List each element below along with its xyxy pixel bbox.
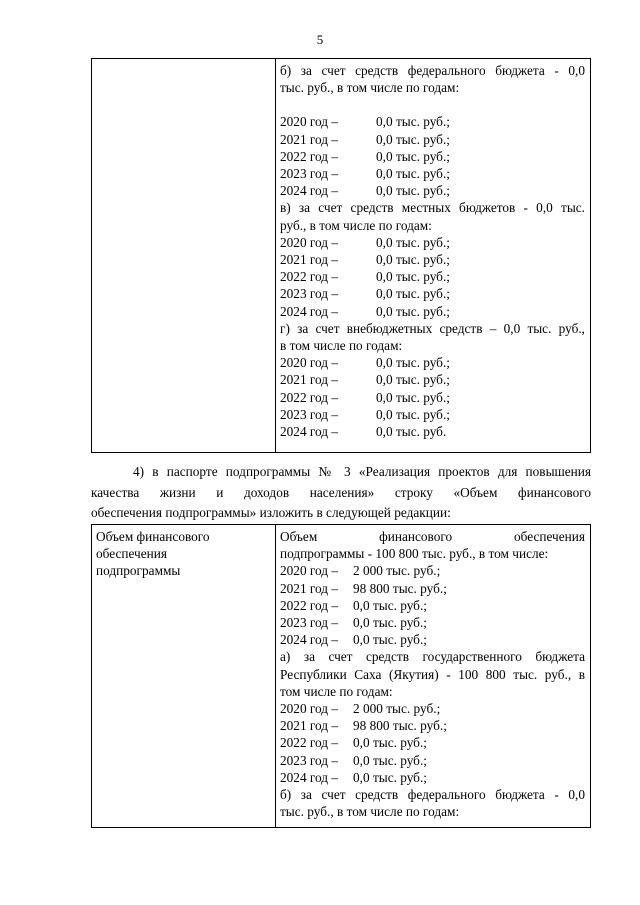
year-label: 2023 год – <box>280 166 339 182</box>
table2-left-cell <box>92 525 276 828</box>
year-label: 2021 год – <box>280 580 339 596</box>
year-amount: 0,0 тыс. руб.; <box>376 114 450 130</box>
row-label: Объем финансового <box>96 529 210 544</box>
total-years-list <box>280 562 585 648</box>
paragraph-line: качества жизни и доходов населения» строку «Объем финансового <box>91 484 591 500</box>
year-row <box>280 631 585 648</box>
state-budget-text: а) за счет средств государственного бюджета <box>280 649 585 665</box>
year-label: 2021 год – <box>280 131 339 147</box>
year-label: 2020 год – <box>280 701 339 717</box>
year-amount: 0,0 тыс. руб.; <box>376 183 450 199</box>
total-funding-text: Объем финансового обеспечения <box>280 529 585 544</box>
year-label: 2024 год – <box>280 424 339 440</box>
year-amount: 98 800 тыс. руб.; <box>353 580 447 596</box>
paragraph-line: 4) в паспорте подпрограммы № 3 «Реализация проектов для повышения <box>133 464 591 479</box>
year-row <box>280 251 585 268</box>
year-amount: 0,0 тыс. руб.; <box>376 252 450 268</box>
year-label: 2020 год – <box>280 355 339 371</box>
year-label: 2021 год – <box>280 372 339 388</box>
year-label: 2020 год – <box>280 234 339 250</box>
year-row <box>280 423 585 440</box>
year-row <box>280 769 585 786</box>
year-row <box>280 165 585 182</box>
year-row <box>280 700 585 717</box>
year-amount: 0,0 тыс. руб.; <box>376 166 450 182</box>
federal-budget-text-2: тыс. руб., в том числе по годам: <box>280 80 460 96</box>
year-label: 2021 год – <box>280 252 339 268</box>
year-row <box>280 752 585 769</box>
year-amount: 0,0 тыс. руб.; <box>353 597 427 613</box>
funding-table-new <box>91 524 591 828</box>
amendment-paragraph <box>91 462 591 524</box>
table1-right-cell <box>276 59 591 453</box>
year-label: 2022 год – <box>280 735 339 751</box>
year-label: 2020 год – <box>280 114 339 130</box>
page-number: 5 <box>316 32 324 47</box>
year-amount: 0,0 тыс. руб.; <box>376 406 450 422</box>
year-label: 2022 год – <box>280 389 339 405</box>
year-amount: 0,0 тыс. руб.; <box>376 355 450 371</box>
federal-budget-text-2: тыс. руб., в том числе по годам: <box>280 804 460 820</box>
year-amount: 0,0 тыс. руб.; <box>376 286 450 302</box>
year-label: 2022 год – <box>280 597 339 613</box>
spacer <box>280 96 585 113</box>
year-amount: 0,0 тыс. руб.; <box>376 148 450 164</box>
year-row <box>280 268 585 285</box>
paragraph-line: обеспечения подпрограммы» изложить в следующей редакции: <box>91 505 451 520</box>
year-amount: 2 000 тыс. руб.; <box>353 701 441 717</box>
federal-budget-text: б) за счет средств федерального бюджета - 0,0 <box>280 787 585 803</box>
year-row <box>280 285 585 302</box>
year-row <box>280 148 585 165</box>
year-label: 2024 год – <box>280 632 339 648</box>
year-amount: 0,0 тыс. руб.; <box>376 234 450 250</box>
year-row <box>280 113 585 130</box>
year-row <box>280 182 585 199</box>
year-amount: 0,0 тыс. руб.; <box>376 372 450 388</box>
year-label: 2024 год – <box>280 303 339 319</box>
year-label: 2022 год – <box>280 148 339 164</box>
year-row <box>280 234 585 251</box>
year-row <box>280 597 585 614</box>
row-label: подпрограммы <box>96 563 181 579</box>
year-label: 2023 год – <box>280 752 339 768</box>
total-funding-text-2: подпрограммы - 100 800 тыс. руб., в том числе: <box>280 546 549 562</box>
year-label: 2023 год – <box>280 615 339 631</box>
year-amount: 0,0 тыс. руб.; <box>353 632 427 648</box>
year-label: 2023 год – <box>280 286 339 302</box>
year-row <box>280 354 585 371</box>
local-budget-text: в) за счет средств местных бюджетов - 0,0 тыс. <box>280 200 585 216</box>
year-label: 2024 год – <box>280 769 339 785</box>
year-row <box>280 303 585 320</box>
year-row <box>280 717 585 734</box>
year-row <box>280 389 585 406</box>
table1-left-cell <box>92 59 276 453</box>
year-row <box>280 614 585 631</box>
year-amount: 0,0 тыс. руб.; <box>376 269 450 285</box>
year-amount: 2 000 тыс. руб.; <box>353 563 441 579</box>
state-budget-text-2: Республики Саха (Якутия) - 100 800 тыс. руб., в <box>280 666 585 682</box>
federal-budget-text: б) за счет средств федерального бюджета - 0,0 <box>280 63 585 78</box>
year-row <box>280 580 585 597</box>
year-amount: 0,0 тыс. руб.; <box>376 389 450 405</box>
year-label: 2022 год – <box>280 269 339 285</box>
year-row <box>280 131 585 148</box>
year-amount: 0,0 тыс. руб.; <box>376 131 450 147</box>
table2-right-cell <box>276 525 591 828</box>
extrabudget-text-2: в том числе по годам: <box>280 338 403 354</box>
year-label: 2020 год – <box>280 563 339 579</box>
year-label: 2021 год – <box>280 718 339 734</box>
year-label: 2024 год – <box>280 183 339 199</box>
local-years-list <box>280 234 585 320</box>
state-budget-text-3: том числе по годам: <box>280 683 393 699</box>
year-amount: 98 800 тыс. руб.; <box>353 718 447 734</box>
year-amount: 0,0 тыс. руб.; <box>376 303 450 319</box>
state-years-list <box>280 700 585 786</box>
year-amount: 0,0 тыс. руб. <box>376 424 447 440</box>
year-label: 2023 год – <box>280 406 339 422</box>
year-row <box>280 562 585 579</box>
year-row <box>280 371 585 388</box>
year-row <box>280 734 585 751</box>
year-amount: 0,0 тыс. руб.; <box>353 735 427 751</box>
federal-years-list <box>280 113 585 199</box>
local-budget-text-2: руб., в том числе по годам: <box>280 217 432 233</box>
year-amount: 0,0 тыс. руб.; <box>353 752 427 768</box>
year-amount: 0,0 тыс. руб.; <box>353 615 427 631</box>
year-row <box>280 406 585 423</box>
year-amount: 0,0 тыс. руб.; <box>353 769 427 785</box>
extrabudget-years-list <box>280 354 585 440</box>
extrabudget-text: г) за счет внебюджетных средств – 0,0 тыс. руб., <box>280 320 585 336</box>
funding-table-continued <box>91 58 591 453</box>
row-label: обеспечения <box>96 546 167 562</box>
